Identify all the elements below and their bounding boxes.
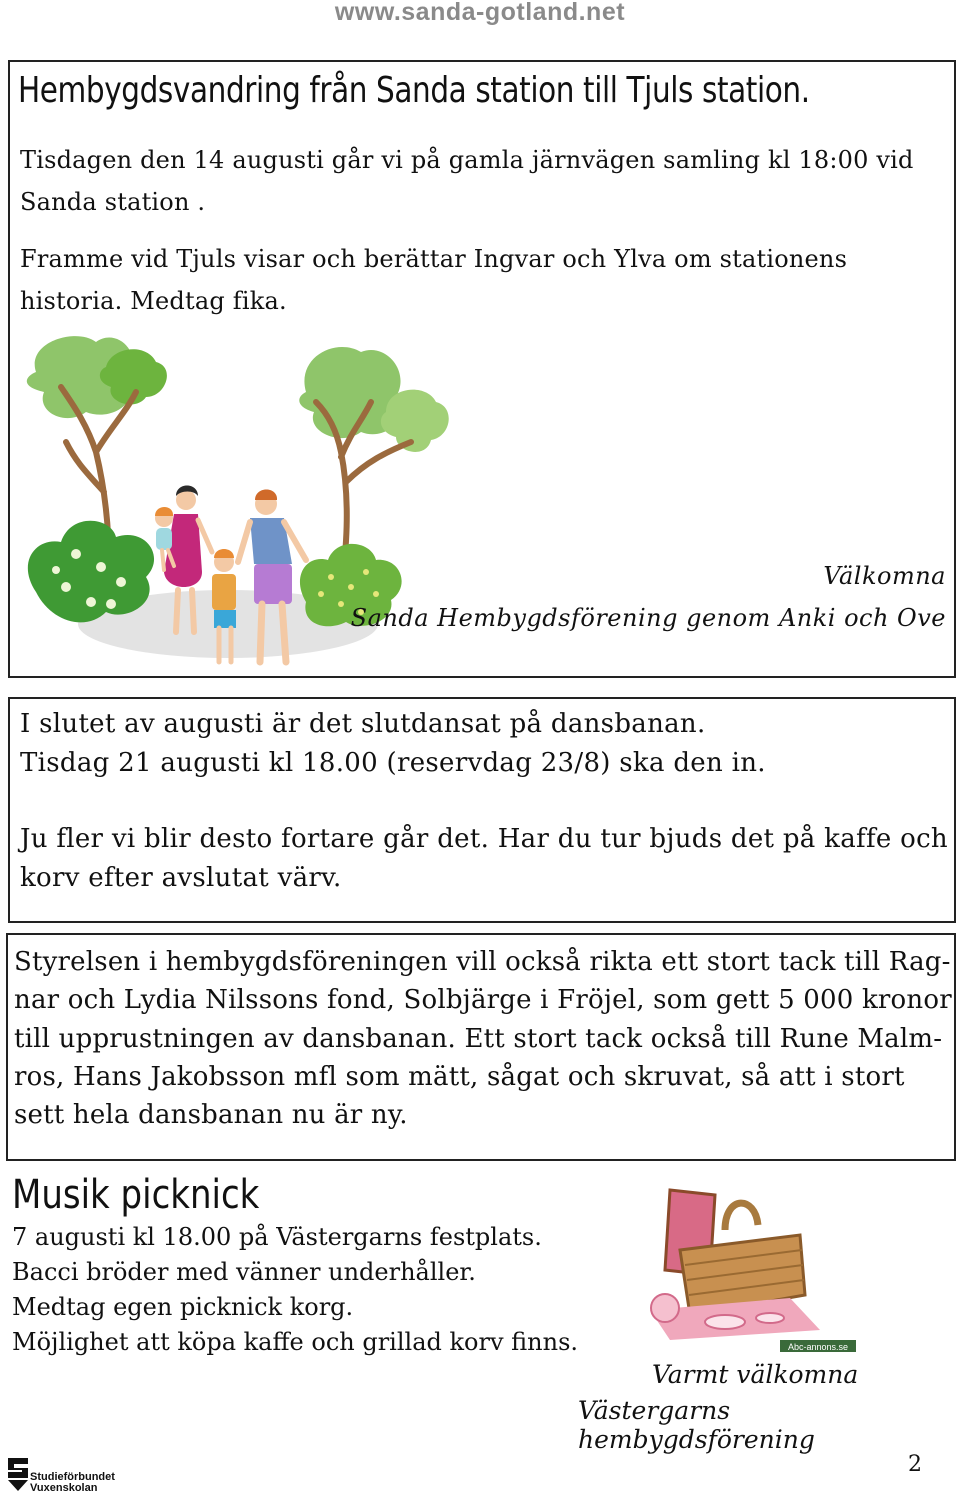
walk-paragraph-2-line: historia. Medtag fika. (20, 287, 287, 315)
studieforbundet-logo (6, 1456, 146, 1496)
plate (756, 1313, 784, 1323)
thanks-line: sett hela dansbanan nu är ny. (14, 1100, 408, 1131)
thanks-line: ros, Hans Jakobsson mfl som mätt, sågat och skruvat, så att i stort (14, 1061, 905, 1092)
picnic-line: Medtag egen picknick korg. (12, 1293, 354, 1321)
picnic-line: 7 augusti kl 18.00 på Västergarns festplats. (12, 1223, 542, 1251)
plate (705, 1315, 745, 1329)
logo-mark-icon (6, 1456, 30, 1492)
picnic-basket-illustration (630, 1180, 860, 1355)
walk-title: Hembygdsvandring från Sanda station till Tjuls station. (18, 70, 810, 111)
picnic-line: Bacci bröder med vänner underhåller. (12, 1258, 476, 1286)
thanks-line: Styrelsen i hembygdsföreningen vill också rikta ett stort tack till Rag- (14, 947, 951, 977)
logo-text (30, 1472, 115, 1494)
walk-paragraph-1-line: Tisdagen den 14 augusti går vi på gamla järnvägen samling kl 18:00 vid (20, 146, 914, 174)
flower-bush (28, 521, 154, 623)
walk-welcome: Välkomna (823, 562, 946, 590)
walk-paragraph-1-line: Sanda station . (20, 188, 206, 216)
picnic-line: Möjlighet att köpa kaffe och grillad korv finns. (12, 1328, 579, 1356)
logo-line: Studieförbundet (30, 1471, 115, 1483)
teapot (651, 1294, 679, 1322)
thanks-section (6, 933, 956, 1161)
dance-line: korv efter avslutat värv. (20, 863, 342, 893)
tree-crown (381, 390, 449, 452)
walk-paragraph-1 (20, 139, 914, 223)
basket-handle (725, 1203, 758, 1230)
dance-line: I slutet av augusti är det slutdansat på dansbanan. (20, 709, 706, 739)
child-figure (155, 507, 174, 570)
site-url[interactable]: www.sanda-gotland.net (334, 0, 626, 26)
dance-line: Ju fler vi blir desto fortare går det. Har du tur bjuds det på kaffe och (20, 824, 948, 854)
thanks-paragraph (14, 943, 952, 1134)
picnic-title: Musik picknick (12, 1172, 260, 1218)
page-number: 2 (908, 1452, 922, 1477)
thanks-line: nar och Lydia Nilssons fond, Solbjärge i Fröjel, som gett 5 000 kronor (14, 985, 952, 1016)
dance-line: Tisdag 21 augusti kl 18.00 (reservdag 23/8) ska den in. (20, 748, 766, 778)
walk-paragraph-2 (20, 238, 847, 322)
image-credit: Abc-annons.se (787, 1342, 849, 1352)
walk-section (8, 60, 956, 678)
logo-line: Vuxenskolan (30, 1482, 98, 1494)
walk-paragraph-2-line: Framme vid Tjuls visar och berättar Ingvar och Ylva om stationens (20, 245, 848, 273)
picnic-details (12, 1220, 578, 1360)
thanks-line: till upprustningen av dansbanan. Ett stort tack också till Rune Malm- (14, 1023, 943, 1054)
picnic-greeting: Varmt välkomna (652, 1360, 859, 1389)
walk-signature: Sanda Hembygdsförening genom Anki och Ove (350, 604, 946, 632)
picnic-signature: Västergarns hembygdsförening (578, 1396, 815, 1454)
dance-section (8, 697, 956, 923)
